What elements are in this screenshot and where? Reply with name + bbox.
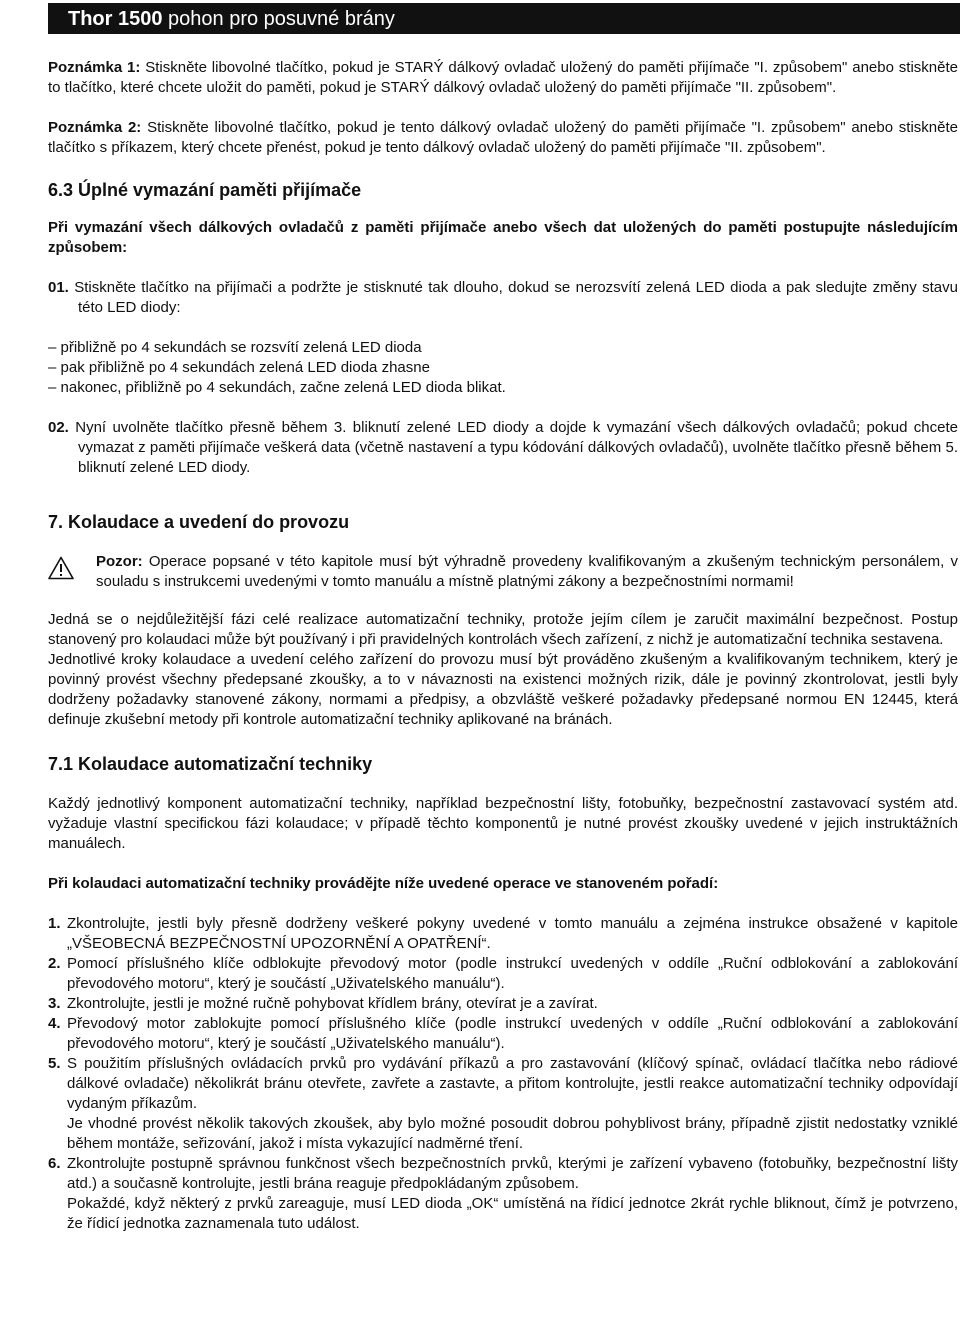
list-item [48,1054,958,1154]
section-intro: Při vymazání všech dálkových ovladačů z paměti přijímače anebo všech dat uložených do paměti postupujte následujícím způsobem: [48,219,958,256]
item-text: Pomocí příslušného klíče odblokujte převodový motor (podle instrukcí uvedených v oddíle „Ruční odblokování a zablokování převodového motoru“, který je součástí „Uživatelského manuálu“). [67,955,958,992]
item-number: 1. [48,915,61,932]
note-1 [48,58,958,98]
item-number: 3. [48,995,61,1012]
step-number: 01. [48,279,69,296]
section-heading-7: 7. Kolaudace a uvedení do provozu [48,512,350,532]
list-item: – pak přibližně po 4 sekundách zelená LED dioda zhasne [48,358,958,378]
step-02 [48,418,958,478]
note-label: Poznámka 1: [48,59,141,76]
list-item: – nakonec, přibližně po 4 sekundách, začne zelená LED dioda blikat. [48,378,958,398]
note-text: Stiskněte libovolné tlačítko, pokud je STARÝ dálkový ovladač uložený do paměti přijímače "I. způsobem" anebo stiskněte to tlačítko, které chcete uložit do paměti, pokud je STARÝ dálkový ovladač uložený do paměti přijímače "II. způsobem". [48,59,958,96]
item-text: S použitím příslušných ovládacích prvků pro vydávání příkazů a pro zastavování (klíčový spínač, ovládací tlačítka nebo rádiové dálkové ovladače) několikrát bránu otevřete, zavřete a zastavte, a přitom kontrolujte, jestli reakce automatizační techniky odpovídají vydaným příkazům. [67,1055,958,1112]
note-text: Stiskněte libovolné tlačítko, pokud je tento dálkový ovladač uložený do paměti přijímače "I. způsobem" anebo stiskněte tlačítko s příkazem, který chcete přenést, pokud je tento dálkový ovladač uložený do paměti přijímače "II. způsobem". [48,119,958,156]
section-heading-6-3: 6.3 Úplné vymazání paměti přijímače [48,180,362,200]
product-subtitle: pohon pro posuvné brány [162,8,395,30]
item-text: Je vhodné provést několik takových zkoušek, aby bylo možné posoudit dobrou pohyblivost brány, případně zjistit nedostatky vzniklé během montáže, seřizování, jakož i místa vykazující nadměrné tření. [67,1115,958,1152]
paragraph: Jedná se o nejdůležitější fázi celé realizace automatizační techniky, protože jejím cílem je zaručit maximální bezpečnost. Postup stanovený pro kolaudaci může být používaný i při pravidelných kontrolách všech zařízení, z nichž je automatizační technika sestavena. [48,611,958,648]
item-text: Zkontrolujte postupně správnou funkčnost všech bezpečnostních prvků, kterými je zařízení vybaveno (fotobuňky, bezpečnostní lišty atd.) a současně kontrolujte, jestli brána reaguje předpokládaným způsobem. [67,1155,958,1192]
warning-box [48,552,958,592]
warning-triangle-icon [48,556,74,580]
warning-label: Pozor: [96,553,143,570]
product-name: Thor 1500 [68,8,163,30]
step-01 [48,278,958,318]
warning-body: Operace popsané v této kapitole musí být výhradně provedeny kvalifikovaným a zkušeným technickým personálem, v souladu s instrukcemi uvedenými v tomto manuálu a místně platnými zákony a bezpečnostními normami! [96,553,958,590]
paragraph: Jednotlivé kroky kolaudace a uvedení celého zařízení do provozu musí být prováděno zkušeným a kvalifikovaným technikem, který je povinný provést všechny předepsané zkoušky, a to v návaznosti na existenci možných rizik, dále je povinný zkontrolovat, jestli byly dodrženy požadavky stanovené zákony, normami a předpisy, a obzvláště veškeré požadavky předepsané normou EN 12445, která definuje zkušební metody při kontrole automatizační techniky aplikované na bránách. [48,651,958,728]
step-text: Stiskněte tlačítko na přijímači a podržte je stisknuté tak dlouho, dokud se nerozsvítí zelená LED dioda a pak sledujte změny stavu této LED diody: [68,279,958,316]
commissioning-steps [48,914,958,1234]
note-label: Poznámka 2: [48,119,142,136]
page-header-bar [48,3,960,34]
step-text: Nyní uvolněte tlačítko přesně během 3. bliknutí zelené LED diody a dojde k vymazání všech dálkových ovladačů; pokud chcete vymazat z paměti přijímače veškerá data (včetně nastavení a typu kódování dálkových ovladačů), uvolněte tlačítko přesně během 5. bliknutí zelené LED diody. [68,419,958,476]
led-sequence-list [48,338,958,398]
procedure-heading: Při kolaudaci automatizační techniky provádějte níže uvedené operace ve stanoveném pořadí: [48,875,719,892]
item-number: 5. [48,1055,61,1072]
step-number: 02. [48,419,69,436]
page-title [68,7,395,31]
item-number: 6. [48,1155,61,1172]
item-text: Pokaždé, když některý z prvků zareaguje, musí LED dioda „OK“ umístěná na řídicí jednotce 2krát rychle bliknout, čímž je potvrzeno, že řídicí jednotka zaznamenala tuto událost. [67,1195,958,1232]
item-text: Zkontrolujte, jestli je možné ručně pohybovat křídlem brány, otevírat je a zavírat. [67,995,598,1012]
item-number: 2. [48,955,61,972]
list-item [48,1154,958,1234]
list-item [48,1014,958,1054]
list-item [48,954,958,994]
list-item [48,914,958,954]
note-2 [48,118,958,158]
list-item [48,994,958,1014]
section-heading-7-1: 7.1 Kolaudace automatizační techniky [48,754,373,774]
warning-text [96,552,958,592]
document-content [48,58,958,1234]
item-text: Převodový motor zablokujte pomocí příslušného klíče (podle instrukcí uvedených v oddíle „Ruční odblokování a zablokování převodového motoru“, který je součástí „Uživatelského manuálu“). [67,1015,958,1052]
paragraph: Každý jednotlivý komponent automatizační techniky, například bezpečnostní lišty, fotobuňky, bezpečnostní zastavovací systém atd. vyžaduje vlastní specifickou fázi kolaudace; v případě těchto komponentů je nutné provést zkoušky uvedené v jejich instruktážních manuálech. [48,795,958,852]
item-text: Zkontrolujte, jestli byly přesně dodrženy veškeré pokyny uvedené v tomto manuálu a zejména instrukce obsažené v kapitole „VŠEOBECNÁ BEZPEČNOSTNÍ UPOZORNĚNÍ A OPATŘENÍ“. [67,915,958,952]
item-number: 4. [48,1015,61,1032]
list-item: – přibližně po 4 sekundách se rozsvítí zelená LED dioda [48,338,958,358]
